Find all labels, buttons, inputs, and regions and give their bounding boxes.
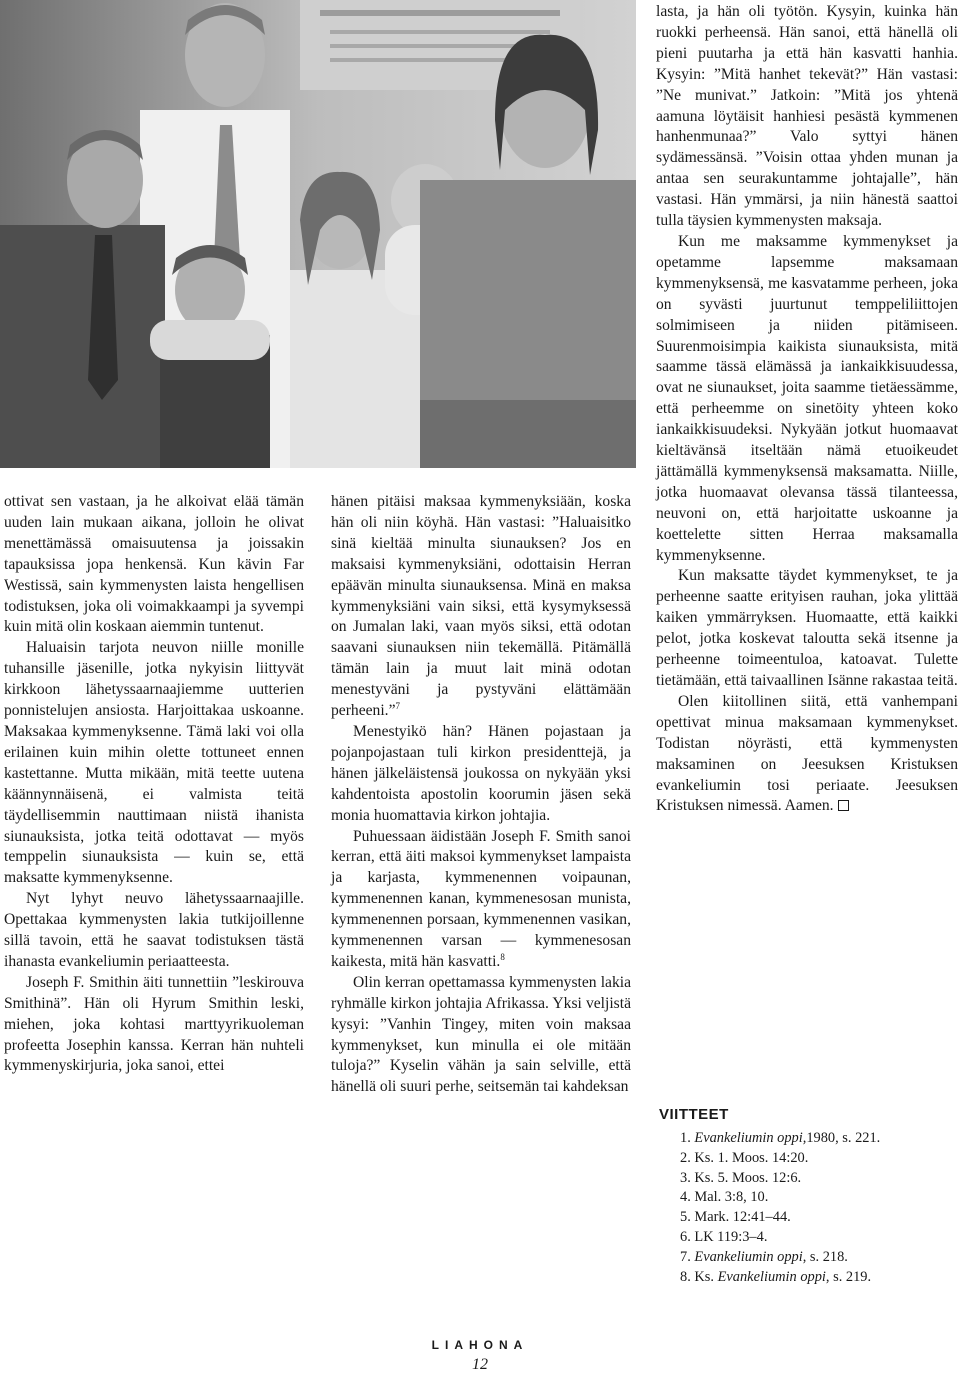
column-2 (331, 492, 631, 1098)
reference-item (680, 1129, 958, 1149)
reference-text: Mal. 3:8, 10. (694, 1189, 769, 1206)
reference-text: Mark. 12:41–44. (694, 1209, 791, 1226)
column-1 (4, 492, 304, 1077)
end-square-icon (838, 800, 849, 811)
paragraph: lasta, ja hän oli työtön. Kysyin, kuinka hän ruokki perheensä. Hän sanoi, että hänellä oli pieni puutarha ja että hän kasvatti hanhia. Kysyin: ”Mitä hanhet tekevät?” Hän vastasi: ”Ne munivat.” Jatkoin: ”Mitä jos yhtenä aamuna löytäisit hanhiesi pesästä kymmenen hanhenmunaa?” Valo syttyi hänen sydämessänsä. ”Voisin ottaa yhden munan ja antaa sen seurakuntamme johtajalle”, hän vastasi. Hän ymmärsi, ja niin hänestä saattoi tulla täysien kymmenysten maksaja. (656, 3, 958, 230)
reference-item (680, 1169, 958, 1189)
paragraph: Kun maksatte täydet kymmenykset, te ja perheenne saatte erityisen rauhan, joka ylittää kaiken ymmärryksen. Huomaatte, että kaikki pelot, jotka koskevat taloutta sekä itsenne ja perheenne toimeentuloa, katoavat. Tulette tietämään, että taivaallinen Isänne rakastaa teitä. (656, 567, 958, 689)
reference-text: LK 119:3–4. (694, 1228, 768, 1245)
reference-prefix: Ks. (694, 1268, 718, 1285)
reference-item (680, 1149, 958, 1169)
reference-title: Evankeliumin oppi, (694, 1130, 807, 1146)
paragraph-text: hänen pitäisi maksaa kymmenyksiään, koska hän oli niin köyhä. Hän vastasi: ”Haluaisitko sinä kieltää minulta siunauksen? Jos en maksaisi kymmenyksiäni, odottaisin Herran epäävän minulta siunauksensa. Minä en maksa kymmenyksiäni vain siksi, että kysymyksessä on Jumalan laki, vaan myös siksi, että odotan saavani siunauksen niin tekemällä. Pitämällä tämän lain ja muut lait minä odotan menestyväni ja pystyväni elättämään perheeni.” (331, 493, 631, 720)
reference-item (680, 1188, 958, 1208)
reference-title: Evankeliumin oppi (717, 1268, 826, 1285)
paragraph: Joseph F. Smithin äiti tunnettiin ”leskirouva Smithinä”. Hän oli Hyrum Smithin leski, miehen, joka kohtasi marttyyrikuoleman profeetta Josephin kanssa. Kerran hän nuhteli kymmenyskirjuria, joka sanoi, ettei (4, 973, 304, 1075)
paragraph: Menestyikö hän? Hänen pojastaan ja pojanpojastaan tuli kirkon presidenttejä, ja hänen jälkeläistensä joukossa on nykyään yksi kahdentoista apostolin koorumin jäsen sekä monia huomattavia kirkon johtajia. (331, 722, 631, 824)
reference-number: 1. (680, 1130, 691, 1146)
magazine-name: LIAHONA (431, 1338, 529, 1352)
reference-number: 5. (680, 1209, 691, 1226)
reference-text: Ks. 5. Moos. 12:6. (694, 1169, 802, 1186)
reference-number: 6. (680, 1228, 691, 1245)
reference-text: Ks. 1. Moos. 14:20. (694, 1149, 809, 1166)
reference-number: 8. (680, 1268, 691, 1285)
reference-item (680, 1228, 958, 1248)
paragraph (331, 827, 631, 973)
references (656, 1106, 958, 1287)
references-title: VIITTEET (659, 1106, 729, 1123)
reference-text: 1980, s. 221. (806, 1130, 881, 1146)
references-list (656, 1129, 958, 1287)
paragraph (656, 692, 958, 817)
paragraph: Nyt lyhyt neuvo lähetyssaarnaajille. Opettakaa kymmenysten lakia tutkijoillenne sillä tavoin, että he saavat todistuksen tästä ihanasta evankeliumin periaatteesta. (4, 890, 304, 970)
paragraph: Olin kerran opettamassa kymmenysten lakia ryhmälle kirkon johtajia Afrikassa. Yksi veljistä kysyi: ”Vanhin Tingey, miten voin maksaa kymmenykset, kun minulla ei ole mitään tuloja?” Kyselin vähän ja sain selville, että hänellä oli suuri perhe, seitsemän tai kahdeksan (331, 973, 631, 1096)
reference-item (680, 1268, 958, 1288)
column-3 (656, 2, 958, 817)
reference-text: , s. 219. (825, 1268, 872, 1285)
page-number: 12 (472, 1356, 488, 1373)
reference-number: 2. (680, 1149, 691, 1166)
reference-item (680, 1248, 958, 1268)
paragraph (331, 492, 631, 722)
reference-item (680, 1208, 958, 1228)
paragraph-text: Olen kiitollinen siitä, että vanhempani opettivat minua maksamaan kymmenykset. Todistan nöyrästi, että kymmenysten maksaminen on Jeesuksen Kristuksen evankeliumin tosi periaate. Jeesuksen Kristuksen nimessä. Aamen. (656, 692, 958, 815)
paragraph: Kun me maksamme kymmenykset ja opetamme lapsemme maksamaan kymmenyksensä, me kasvatamme perheen, joka on syvästi juurtunut temppeliliittojen solmimiseen ja niiden pitämiseen. Suurenmoisimpia kaikista siunauksista, mitä saamme tässä elämässä ja iankaikkisuudessa, ovat ne siunaukset, joita saamme tietäessämme, että perheemme on sinetöity yhteen koko iankaikkisuudeksi. Nykyään jotkut huomaavat kieltävänsä itseltään nämä etuoikeudet jättämällä kymmenyksensä maksamatta. Niille, jotka huomaavat olevansa tässä tilanteessa, neuvoni on, että harjoitatte uskoanne ja koettelette sitten Herraa maksamalla kymmenyksenne. (656, 232, 958, 564)
family-photo (0, 0, 636, 468)
reference-number: 7. (680, 1248, 691, 1265)
paragraph: ottivat sen vastaan, ja he alkoivat elää tämän uuden lain mukaan aikana, jolloin he olivat menettämässä omaisuutensa ja joissakin tapauksissa jopa henkensä. Kun kävin Far Westissä, sain kymmenysten laista hengellisen todistuksen, joka oli voimakkaampi ja syvempi kuin mitä olin koskaan aiemmin tuntenut. (4, 493, 304, 636)
footnote-ref: 7 (395, 700, 400, 711)
reference-number: 3. (680, 1169, 691, 1186)
reference-text: , s. 218. (802, 1248, 848, 1265)
paragraph-text: Puhuessaan äidistään Joseph F. Smith sanoi kerran, että äiti maksoi kymmenykset lampaista ja karjasta, kymmenennen voipaunan, kymmenennen kanan, kymmenesosan munista, kymmenennen porsaan, kymmenennen vasikan, kymmenennen varsan — kymmenesosan kaikesta, mitä hän kasvatti. (331, 827, 631, 970)
footnote-ref: 8 (500, 951, 505, 962)
reference-number: 4. (680, 1189, 691, 1206)
paragraph: Haluaisin tarjota neuvon niille monille tuhansille jäsenille, jotka nykyisin liittyvät kirkkoon lähetyssaarnaajiemme uutterien ponnistelujen ansiosta. Harjoittakaa uskoanne. Maksakaa kymmenyksenne. Tämä laki voi olla erilainen kuin mihin olette tottuneet ennen kastettanne. Mutta mikään, mitä teette uutena käännynnäisenä, ei valmista teitä täydellisemmin nauttimaan niistä ihanista siunauksista, jotka teitä odottavat — myös temppelin siunauksista — kuin se, että maksatte kymmenyksenne. (4, 639, 304, 887)
reference-title: Evankeliumin oppi (694, 1248, 803, 1265)
